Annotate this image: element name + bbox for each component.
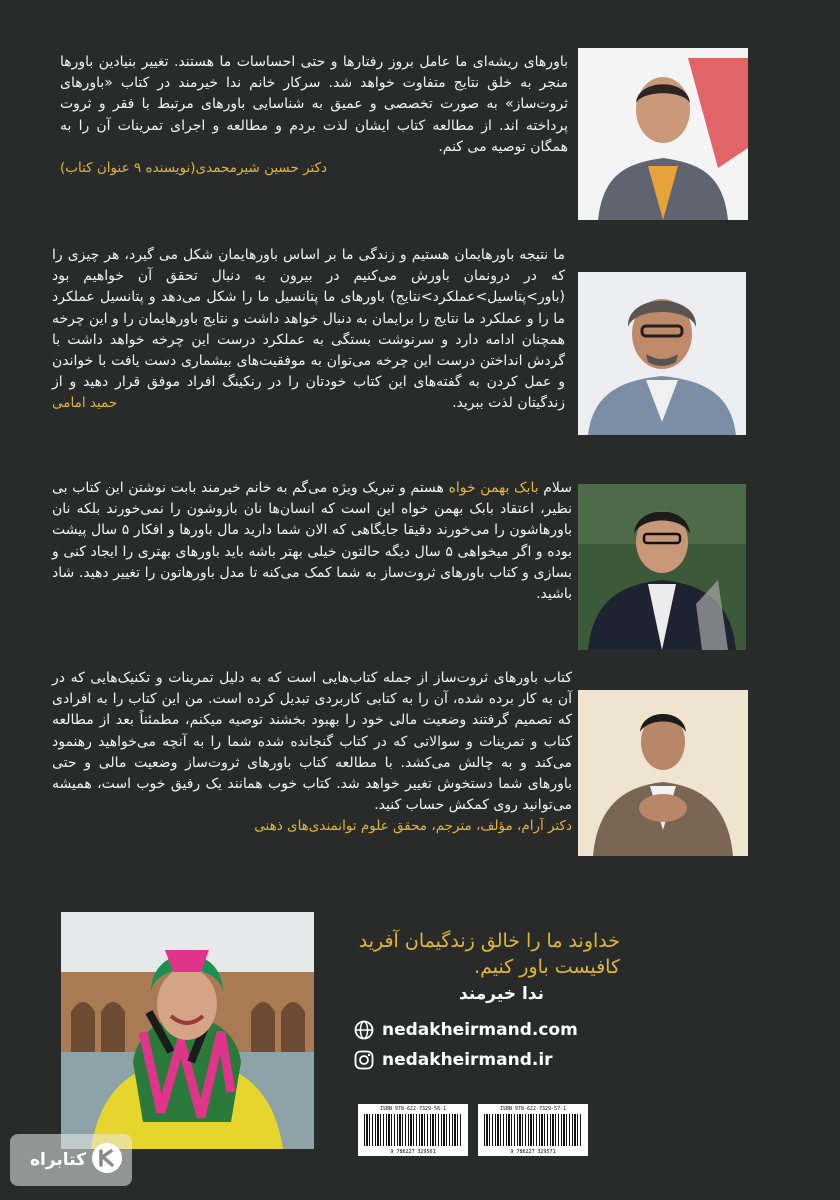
instagram-contact[interactable] <box>354 1050 553 1070</box>
ketabrah-logo-icon <box>90 1141 124 1179</box>
instagram-text[interactable]: nedakheirmand.ir <box>382 1050 553 1070</box>
barcode-2-number: 9 786227 329571 <box>510 1149 556 1155</box>
testimonial-2-signature: حمید امامی <box>52 394 118 411</box>
testimonial-2 <box>52 245 565 415</box>
testimonial-1-text: باورهای ریشه‌ای ما عامل بروز رفتارها و حتی احساسات ما هستند. تغییر بنیادین باورها منجر به خلق نتایج متفاوت خواهد شد. سرکار خانم ندا خیرمند در کتاب «باورهای ثروت‌ساز» به صورت تخصصی و عمیق به شناسایی باورهای مرتبط با فقر و ثروت پرداخته اند. از مطالعه کتاب ایشان لذت بردم و مطالعه و اجرای تمرینات آن را به همگان توصیه می کنم. <box>60 54 568 155</box>
testimonial-3-highlight-name: بابک بهمن خواه <box>448 480 539 496</box>
barcode-1-number: 9 786227 329561 <box>390 1149 436 1155</box>
testimonial-2-text: ما نتیجه باورهایمان هستیم و زندگی ما بر اساس باورهایمان شکل می گیرد، هر چیزی را که در درونمان باورش می‌کنیم در بیرون به دنبال تحقق آن خواهیم بود (باور>پتاسیل>عملکرد>نتایج) باورهای ما پتانسیل ما را شکل می‌دهد و پتانسیل عملکرد ما را و عملکرد ما نتایج را برایمان به دنبال خواهد داشت و نتایج باورهایمان را و این چرخه همچنان ادامه دارد و سرنوشت بستگی به عملکرد درست این چرخه خواهد داشت با گردش انداختن درست این چرخه می‌توان به موفقیت‌های بیشماری دست یافت با خواندن و عمل کردن به گفته‌های این کتاب خودتان را در رنکینگ افراد موفق قرار دهید و از زندگیتان لذت ببرید. <box>52 247 565 412</box>
barcode-2-bars <box>484 1114 582 1146</box>
photo-neda-kheirmand <box>61 912 314 1149</box>
globe-icon <box>354 1020 374 1040</box>
testimonial-4-text: کتاب باورهای ثروت‌ساز از جمله کتاب‌هایی است که به دلیل تمرینات و تکنیک‌هایی که در آن به کار برده شده، آن را به کتابی کاربردی تبدیل کرده است. من این کتاب را به افرادی که تصمیم گرفتند وضعیت مالی خود را بهبود بخشند توصیه میکنم، مطمئناً بعد از مطالعه کتاب و تمرینات و سوالاتی که در کتاب گنجانده شده شما را به آنچه می‌خواهید رهنمود می‌کند و به چالش می‌کشد. با مطالعه کتاب باورهای ثروت‌ساز وضعیت مالی و حتی باورهای شما دستخوش تغییر خواهد شد. کتاب خوب همانند یک رفیق خوب است، همیشه می‌توانید روی کمکش حساب کنید. <box>52 670 572 814</box>
testimonial-3-text <box>52 478 572 605</box>
barcode-2 <box>478 1104 588 1156</box>
photo-hamid-emami <box>578 272 746 435</box>
barcode-1-bars <box>364 1114 462 1146</box>
website-text[interactable]: nedakheirmand.com <box>382 1020 578 1040</box>
testimonial-4-signature: دکتر آرام، مؤلف، مترجم، محقق علوم توانمندی‌های ذهنی <box>254 818 572 835</box>
testimonial-3-text-after: هستم و تبریک ویژه می‌گم به خانم خیرمند بابت نوشتن این کتاب بی نظیر، اعتقاد بابک بهمن خواه این است که انسان‌ها نان بازوشون را نمی‌خورند بلکه نان باورهاشون را می‌خورند دقیقا جایگاهی که الان شما دارید مال باورها و افکار ۵ سال پیشت بوده و اگر میخواهی ۵ سال دیگه حالتون خیلی بهتر باشه باید باورهای بهتری را ایجاد کنی و بسازی و کتاب باورهای ثروت‌ساز به شما کمک می‌کنه تا مدل باورهاتون را تغییر دهید. شاد باشید. <box>52 480 572 603</box>
barcode-1 <box>358 1104 468 1156</box>
ketabrah-logo-text: کتابراه <box>29 1150 86 1170</box>
ketabrah-logo <box>10 1134 132 1186</box>
website-contact[interactable] <box>354 1020 578 1040</box>
testimonial-3 <box>52 478 572 605</box>
author-quote-line-1: خداوند ما را خالق زندگیمان آفرید <box>358 930 620 952</box>
author-name: ندا خیرمند <box>459 984 544 1004</box>
testimonial-4 <box>52 668 572 836</box>
barcode-1-isbn: ISBN 978-622-7329-56-1 <box>379 1106 447 1112</box>
testimonial-1-signature: دکتر حسین شیرمحمدی(نویسنده ۹ عنوان کتاب) <box>60 160 328 177</box>
photo-babak-bahmankhah <box>578 484 746 650</box>
photo-hossein-shirmohammadi <box>578 48 748 220</box>
photo-dr-aram <box>578 690 748 856</box>
barcode-2-isbn: ISBN 978-622-7329-57-1 <box>499 1106 567 1112</box>
testimonial-1 <box>60 52 568 178</box>
instagram-icon <box>354 1050 374 1070</box>
testimonial-3-text-before: سلام <box>538 480 573 496</box>
author-quote-line-2: کافیست باور کنیم. <box>474 956 620 978</box>
